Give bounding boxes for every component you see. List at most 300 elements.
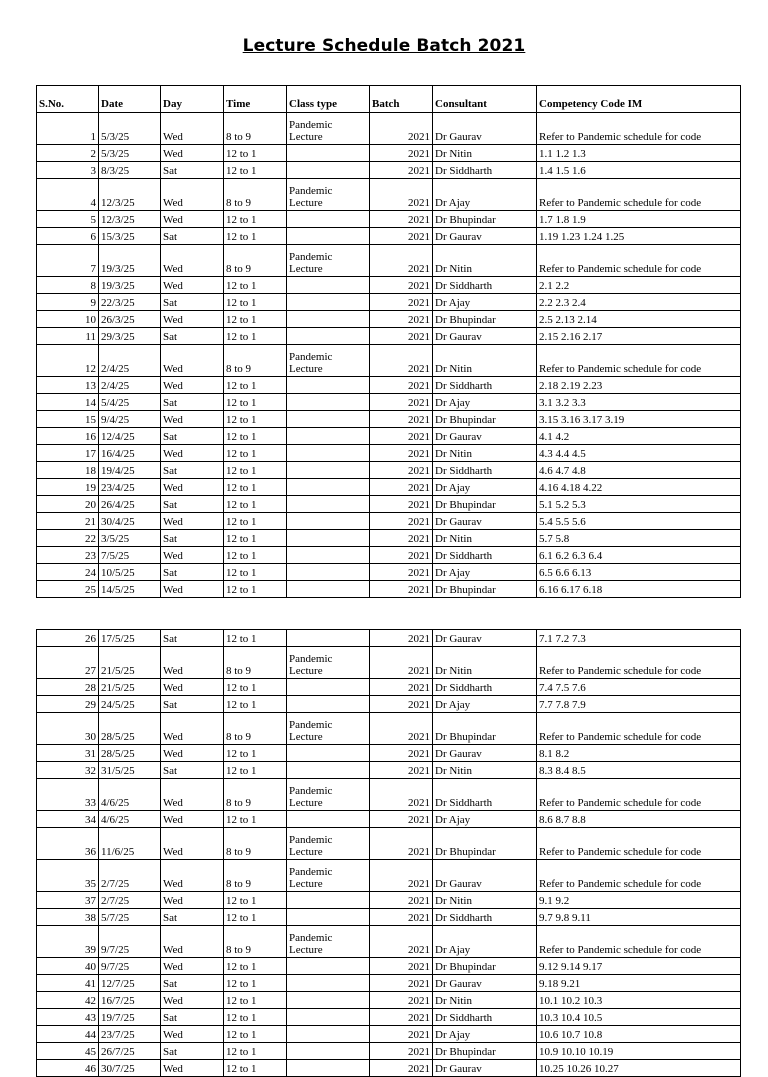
cell-sno: 29 bbox=[37, 696, 99, 713]
cell-sno: 18 bbox=[37, 462, 99, 479]
cell-day: Wed bbox=[161, 958, 224, 975]
cell-day: Wed bbox=[161, 211, 224, 228]
class-type-line: Lecture bbox=[289, 263, 323, 275]
table-row bbox=[37, 630, 741, 647]
cell-date: 23/7/25 bbox=[99, 1026, 161, 1043]
cell-batch: 2021 bbox=[370, 564, 433, 581]
cell-sno: 7 bbox=[37, 245, 99, 277]
cell-day: Sat bbox=[161, 696, 224, 713]
table-row bbox=[37, 179, 741, 211]
cell-consultant: Dr Ajay bbox=[433, 479, 537, 496]
cell-date: 15/3/25 bbox=[99, 228, 161, 245]
cell-day: Sat bbox=[161, 630, 224, 647]
table-row bbox=[37, 377, 741, 394]
cell-class-type bbox=[287, 530, 370, 547]
cell-consultant: Dr Gaurav bbox=[433, 745, 537, 762]
cell-sno: 31 bbox=[37, 745, 99, 762]
cell-consultant: Dr Gaurav bbox=[433, 428, 537, 445]
cell-date: 16/7/25 bbox=[99, 992, 161, 1009]
cell-day: Wed bbox=[161, 828, 224, 860]
cell-consultant: Dr Bhupindar bbox=[433, 1043, 537, 1060]
cell-sno: 11 bbox=[37, 328, 99, 345]
cell-time: 12 to 1 bbox=[224, 547, 287, 564]
schedule-table-2 bbox=[36, 629, 741, 1077]
cell-sno: 30 bbox=[37, 713, 99, 745]
cell-class-type bbox=[287, 513, 370, 530]
cell-batch: 2021 bbox=[370, 479, 433, 496]
table-row bbox=[37, 713, 741, 745]
cell-time: 8 to 9 bbox=[224, 860, 287, 892]
cell-day: Wed bbox=[161, 1060, 224, 1077]
cell-sno: 22 bbox=[37, 530, 99, 547]
cell-batch: 2021 bbox=[370, 713, 433, 745]
cell-batch: 2021 bbox=[370, 394, 433, 411]
cell-sno: 40 bbox=[37, 958, 99, 975]
header-consultant: Consultant bbox=[433, 86, 537, 113]
header-date: Date bbox=[99, 86, 161, 113]
header-class-type: Class type bbox=[287, 86, 370, 113]
cell-day: Sat bbox=[161, 228, 224, 245]
cell-competency-code: Refer to Pandemic schedule for code bbox=[537, 179, 741, 211]
cell-date: 10/5/25 bbox=[99, 564, 161, 581]
cell-class-type bbox=[287, 811, 370, 828]
cell-date: 2/7/25 bbox=[99, 860, 161, 892]
cell-competency-code: 5.7 5.8 bbox=[537, 530, 741, 547]
cell-class-type bbox=[287, 581, 370, 598]
cell-batch: 2021 bbox=[370, 1060, 433, 1077]
class-type-line: Pandemic bbox=[289, 251, 333, 263]
cell-consultant: Dr Nitin bbox=[433, 530, 537, 547]
cell-batch: 2021 bbox=[370, 547, 433, 564]
cell-batch: 2021 bbox=[370, 828, 433, 860]
cell-sno: 17 bbox=[37, 445, 99, 462]
table-row bbox=[37, 162, 741, 179]
cell-batch: 2021 bbox=[370, 328, 433, 345]
cell-sno: 38 bbox=[37, 909, 99, 926]
cell-sno: 45 bbox=[37, 1043, 99, 1060]
cell-day: Sat bbox=[161, 462, 224, 479]
cell-consultant: Dr Ajay bbox=[433, 564, 537, 581]
table-row bbox=[37, 779, 741, 811]
cell-time: 12 to 1 bbox=[224, 462, 287, 479]
cell-time: 8 to 9 bbox=[224, 113, 287, 145]
cell-day: Sat bbox=[161, 909, 224, 926]
cell-time: 12 to 1 bbox=[224, 211, 287, 228]
cell-date: 21/5/25 bbox=[99, 679, 161, 696]
cell-consultant: Dr Siddharth bbox=[433, 162, 537, 179]
cell-time: 8 to 9 bbox=[224, 926, 287, 958]
cell-time: 12 to 1 bbox=[224, 958, 287, 975]
class-type-line: Pandemic bbox=[289, 351, 333, 363]
table-row bbox=[37, 311, 741, 328]
table-row bbox=[37, 860, 741, 892]
header-competency-code: Competency Code IM bbox=[537, 86, 741, 113]
cell-day: Sat bbox=[161, 762, 224, 779]
cell-class-type bbox=[287, 277, 370, 294]
cell-consultant: Dr Ajay bbox=[433, 696, 537, 713]
table-header-row bbox=[37, 86, 741, 113]
cell-day: Sat bbox=[161, 328, 224, 345]
cell-day: Sat bbox=[161, 428, 224, 445]
cell-date: 5/3/25 bbox=[99, 145, 161, 162]
cell-competency-code: 5.1 5.2 5.3 bbox=[537, 496, 741, 513]
class-type-line: Pandemic bbox=[289, 653, 333, 665]
cell-class-type bbox=[287, 564, 370, 581]
table-row bbox=[37, 445, 741, 462]
cell-batch: 2021 bbox=[370, 892, 433, 909]
cell-batch: 2021 bbox=[370, 679, 433, 696]
cell-sno: 12 bbox=[37, 345, 99, 377]
cell-competency-code: 4.16 4.18 4.22 bbox=[537, 479, 741, 496]
cell-date: 3/5/25 bbox=[99, 530, 161, 547]
cell-class-type bbox=[287, 779, 370, 811]
class-type-line: Lecture bbox=[289, 731, 323, 743]
cell-class-type bbox=[287, 162, 370, 179]
cell-class-type bbox=[287, 445, 370, 462]
cell-competency-code: Refer to Pandemic schedule for code bbox=[537, 647, 741, 679]
table-row bbox=[37, 211, 741, 228]
cell-class-type bbox=[287, 462, 370, 479]
cell-batch: 2021 bbox=[370, 245, 433, 277]
cell-day: Wed bbox=[161, 345, 224, 377]
cell-batch: 2021 bbox=[370, 762, 433, 779]
cell-batch: 2021 bbox=[370, 496, 433, 513]
cell-batch: 2021 bbox=[370, 581, 433, 598]
cell-consultant: Dr Siddharth bbox=[433, 377, 537, 394]
cell-competency-code: 1.1 1.2 1.3 bbox=[537, 145, 741, 162]
cell-consultant: Dr Bhupindar bbox=[433, 311, 537, 328]
cell-batch: 2021 bbox=[370, 113, 433, 145]
cell-class-type bbox=[287, 179, 370, 211]
cell-sno: 34 bbox=[37, 811, 99, 828]
cell-competency-code: 9.1 9.2 bbox=[537, 892, 741, 909]
cell-time: 12 to 1 bbox=[224, 145, 287, 162]
cell-consultant: Dr Siddharth bbox=[433, 277, 537, 294]
cell-day: Sat bbox=[161, 294, 224, 311]
cell-day: Sat bbox=[161, 1009, 224, 1026]
cell-batch: 2021 bbox=[370, 530, 433, 547]
cell-batch: 2021 bbox=[370, 811, 433, 828]
cell-consultant: Dr Nitin bbox=[433, 445, 537, 462]
cell-class-type bbox=[287, 958, 370, 975]
table-row bbox=[37, 909, 741, 926]
cell-class-type bbox=[287, 479, 370, 496]
cell-date: 5/7/25 bbox=[99, 909, 161, 926]
cell-date: 9/7/25 bbox=[99, 926, 161, 958]
class-type-line: Pandemic bbox=[289, 866, 333, 878]
cell-batch: 2021 bbox=[370, 294, 433, 311]
cell-sno: 2 bbox=[37, 145, 99, 162]
cell-sno: 9 bbox=[37, 294, 99, 311]
cell-sno: 25 bbox=[37, 581, 99, 598]
cell-batch: 2021 bbox=[370, 860, 433, 892]
cell-class-type bbox=[287, 713, 370, 745]
cell-consultant: Dr Nitin bbox=[433, 245, 537, 277]
table-row bbox=[37, 530, 741, 547]
cell-competency-code: 8.1 8.2 bbox=[537, 745, 741, 762]
cell-consultant: Dr Siddharth bbox=[433, 779, 537, 811]
cell-class-type bbox=[287, 496, 370, 513]
table-row bbox=[37, 277, 741, 294]
table-row bbox=[37, 564, 741, 581]
page-title: Lecture Schedule Batch 2021 bbox=[242, 36, 526, 56]
cell-competency-code: 4.1 4.2 bbox=[537, 428, 741, 445]
table-row bbox=[37, 1009, 741, 1026]
cell-class-type bbox=[287, 1043, 370, 1060]
cell-time: 12 to 1 bbox=[224, 428, 287, 445]
cell-sno: 27 bbox=[37, 647, 99, 679]
cell-time: 12 to 1 bbox=[224, 630, 287, 647]
cell-date: 24/5/25 bbox=[99, 696, 161, 713]
cell-class-type bbox=[287, 394, 370, 411]
table-row bbox=[37, 1060, 741, 1077]
cell-date: 26/7/25 bbox=[99, 1043, 161, 1060]
cell-day: Wed bbox=[161, 679, 224, 696]
cell-day: Wed bbox=[161, 479, 224, 496]
cell-date: 22/3/25 bbox=[99, 294, 161, 311]
cell-consultant: Dr Ajay bbox=[433, 179, 537, 211]
cell-consultant: Dr Ajay bbox=[433, 394, 537, 411]
cell-consultant: Dr Bhupindar bbox=[433, 411, 537, 428]
cell-sno: 23 bbox=[37, 547, 99, 564]
cell-batch: 2021 bbox=[370, 992, 433, 1009]
cell-date: 2/4/25 bbox=[99, 377, 161, 394]
cell-sno: 16 bbox=[37, 428, 99, 445]
cell-consultant: Dr Bhupindar bbox=[433, 958, 537, 975]
cell-batch: 2021 bbox=[370, 1026, 433, 1043]
cell-day: Wed bbox=[161, 377, 224, 394]
cell-sno: 46 bbox=[37, 1060, 99, 1077]
cell-date: 14/5/25 bbox=[99, 581, 161, 598]
cell-class-type bbox=[287, 892, 370, 909]
class-type-line: Lecture bbox=[289, 846, 323, 858]
cell-day: Sat bbox=[161, 496, 224, 513]
cell-date: 26/4/25 bbox=[99, 496, 161, 513]
cell-date: 30/4/25 bbox=[99, 513, 161, 530]
cell-consultant: Dr Siddharth bbox=[433, 679, 537, 696]
cell-competency-code: 1.4 1.5 1.6 bbox=[537, 162, 741, 179]
table-row bbox=[37, 926, 741, 958]
table-row bbox=[37, 479, 741, 496]
table-row bbox=[37, 428, 741, 445]
cell-date: 17/5/25 bbox=[99, 630, 161, 647]
cell-batch: 2021 bbox=[370, 909, 433, 926]
cell-competency-code: 1.7 1.8 1.9 bbox=[537, 211, 741, 228]
cell-day: Sat bbox=[161, 162, 224, 179]
cell-time: 12 to 1 bbox=[224, 1060, 287, 1077]
cell-class-type bbox=[287, 1009, 370, 1026]
cell-time: 12 to 1 bbox=[224, 445, 287, 462]
cell-consultant: Dr Ajay bbox=[433, 294, 537, 311]
class-type-line: Pandemic bbox=[289, 932, 333, 944]
cell-sno: 37 bbox=[37, 892, 99, 909]
cell-time: 8 to 9 bbox=[224, 713, 287, 745]
table-row bbox=[37, 696, 741, 713]
cell-sno: 39 bbox=[37, 926, 99, 958]
table-row bbox=[37, 828, 741, 860]
cell-date: 30/7/25 bbox=[99, 1060, 161, 1077]
cell-competency-code: 10.3 10.4 10.5 bbox=[537, 1009, 741, 1026]
cell-batch: 2021 bbox=[370, 228, 433, 245]
cell-class-type bbox=[287, 145, 370, 162]
cell-time: 12 to 1 bbox=[224, 762, 287, 779]
cell-date: 12/3/25 bbox=[99, 179, 161, 211]
cell-competency-code: 6.5 6.6 6.13 bbox=[537, 564, 741, 581]
cell-date: 19/3/25 bbox=[99, 277, 161, 294]
table-row bbox=[37, 145, 741, 162]
class-type-line: Lecture bbox=[289, 797, 323, 809]
table-row bbox=[37, 762, 741, 779]
cell-competency-code: 9.18 9.21 bbox=[537, 975, 741, 992]
cell-time: 12 to 1 bbox=[224, 377, 287, 394]
cell-class-type bbox=[287, 860, 370, 892]
table-row bbox=[37, 958, 741, 975]
cell-date: 12/3/25 bbox=[99, 211, 161, 228]
cell-competency-code: 1.19 1.23 1.24 1.25 bbox=[537, 228, 741, 245]
class-type-line: Pandemic bbox=[289, 185, 333, 197]
cell-batch: 2021 bbox=[370, 162, 433, 179]
cell-class-type bbox=[287, 547, 370, 564]
cell-sno: 1 bbox=[37, 113, 99, 145]
cell-day: Wed bbox=[161, 411, 224, 428]
cell-class-type bbox=[287, 828, 370, 860]
cell-date: 21/5/25 bbox=[99, 647, 161, 679]
cell-consultant: Dr Gaurav bbox=[433, 860, 537, 892]
cell-date: 23/4/25 bbox=[99, 479, 161, 496]
table-row bbox=[37, 394, 741, 411]
cell-consultant: Dr Ajay bbox=[433, 811, 537, 828]
cell-time: 12 to 1 bbox=[224, 513, 287, 530]
cell-class-type bbox=[287, 647, 370, 679]
cell-competency-code: 7.4 7.5 7.6 bbox=[537, 679, 741, 696]
table-row bbox=[37, 513, 741, 530]
cell-date: 12/7/25 bbox=[99, 975, 161, 992]
cell-consultant: Dr Nitin bbox=[433, 892, 537, 909]
cell-consultant: Dr Ajay bbox=[433, 926, 537, 958]
cell-competency-code: Refer to Pandemic schedule for code bbox=[537, 860, 741, 892]
cell-class-type bbox=[287, 345, 370, 377]
header-time: Time bbox=[224, 86, 287, 113]
cell-sno: 32 bbox=[37, 762, 99, 779]
cell-date: 8/3/25 bbox=[99, 162, 161, 179]
cell-batch: 2021 bbox=[370, 411, 433, 428]
cell-batch: 2021 bbox=[370, 345, 433, 377]
cell-date: 9/7/25 bbox=[99, 958, 161, 975]
cell-time: 12 to 1 bbox=[224, 1009, 287, 1026]
cell-batch: 2021 bbox=[370, 211, 433, 228]
cell-day: Sat bbox=[161, 975, 224, 992]
cell-day: Wed bbox=[161, 445, 224, 462]
cell-sno: 26 bbox=[37, 630, 99, 647]
table-row bbox=[37, 345, 741, 377]
cell-class-type bbox=[287, 113, 370, 145]
cell-class-type bbox=[287, 679, 370, 696]
cell-day: Wed bbox=[161, 992, 224, 1009]
cell-consultant: Dr Gaurav bbox=[433, 975, 537, 992]
cell-class-type bbox=[287, 228, 370, 245]
cell-day: Wed bbox=[161, 547, 224, 564]
cell-time: 12 to 1 bbox=[224, 696, 287, 713]
cell-consultant: Dr Gaurav bbox=[433, 513, 537, 530]
cell-class-type bbox=[287, 428, 370, 445]
cell-sno: 14 bbox=[37, 394, 99, 411]
cell-day: Wed bbox=[161, 513, 224, 530]
cell-sno: 24 bbox=[37, 564, 99, 581]
cell-time: 12 to 1 bbox=[224, 679, 287, 696]
cell-sno: 4 bbox=[37, 179, 99, 211]
cell-time: 12 to 1 bbox=[224, 411, 287, 428]
cell-batch: 2021 bbox=[370, 311, 433, 328]
header-sno: S.No. bbox=[37, 86, 99, 113]
cell-day: Wed bbox=[161, 860, 224, 892]
cell-batch: 2021 bbox=[370, 647, 433, 679]
cell-sno: 28 bbox=[37, 679, 99, 696]
cell-consultant: Dr Gaurav bbox=[433, 630, 537, 647]
table-row bbox=[37, 328, 741, 345]
cell-time: 12 to 1 bbox=[224, 311, 287, 328]
cell-sno: 8 bbox=[37, 277, 99, 294]
cell-consultant: Dr Bhupindar bbox=[433, 211, 537, 228]
table-row bbox=[37, 647, 741, 679]
cell-class-type bbox=[287, 909, 370, 926]
cell-time: 8 to 9 bbox=[224, 345, 287, 377]
cell-day: Wed bbox=[161, 745, 224, 762]
cell-date: 9/4/25 bbox=[99, 411, 161, 428]
cell-date: 4/6/25 bbox=[99, 779, 161, 811]
cell-competency-code: 2.5 2.13 2.14 bbox=[537, 311, 741, 328]
cell-consultant: Dr Gaurav bbox=[433, 113, 537, 145]
cell-competency-code: 5.4 5.5 5.6 bbox=[537, 513, 741, 530]
cell-time: 12 to 1 bbox=[224, 909, 287, 926]
cell-consultant: Dr Siddharth bbox=[433, 909, 537, 926]
class-type-line: Lecture bbox=[289, 665, 323, 677]
cell-day: Wed bbox=[161, 647, 224, 679]
cell-competency-code: 6.1 6.2 6.3 6.4 bbox=[537, 547, 741, 564]
cell-class-type bbox=[287, 630, 370, 647]
cell-sno: 35 bbox=[37, 860, 99, 892]
cell-day: Wed bbox=[161, 779, 224, 811]
cell-day: Wed bbox=[161, 311, 224, 328]
table-row bbox=[37, 581, 741, 598]
cell-competency-code: 2.2 2.3 2.4 bbox=[537, 294, 741, 311]
cell-day: Wed bbox=[161, 713, 224, 745]
cell-class-type bbox=[287, 245, 370, 277]
cell-competency-code: Refer to Pandemic schedule for code bbox=[537, 113, 741, 145]
cell-competency-code: 7.1 7.2 7.3 bbox=[537, 630, 741, 647]
cell-date: 5/4/25 bbox=[99, 394, 161, 411]
cell-batch: 2021 bbox=[370, 975, 433, 992]
cell-batch: 2021 bbox=[370, 445, 433, 462]
cell-sno: 6 bbox=[37, 228, 99, 245]
cell-time: 12 to 1 bbox=[224, 992, 287, 1009]
cell-batch: 2021 bbox=[370, 779, 433, 811]
cell-sno: 43 bbox=[37, 1009, 99, 1026]
cell-time: 12 to 1 bbox=[224, 162, 287, 179]
cell-competency-code: 2.15 2.16 2.17 bbox=[537, 328, 741, 345]
cell-competency-code: 8.6 8.7 8.8 bbox=[537, 811, 741, 828]
cell-consultant: Dr Gaurav bbox=[433, 328, 537, 345]
class-type-line: Lecture bbox=[289, 944, 323, 956]
cell-day: Wed bbox=[161, 926, 224, 958]
cell-class-type bbox=[287, 926, 370, 958]
table-row bbox=[37, 113, 741, 145]
cell-consultant: Dr Nitin bbox=[433, 762, 537, 779]
cell-date: 19/4/25 bbox=[99, 462, 161, 479]
class-type-line: Pandemic bbox=[289, 119, 333, 131]
table-row bbox=[37, 1026, 741, 1043]
cell-sno: 15 bbox=[37, 411, 99, 428]
cell-competency-code: 10.9 10.10 10.19 bbox=[537, 1043, 741, 1060]
